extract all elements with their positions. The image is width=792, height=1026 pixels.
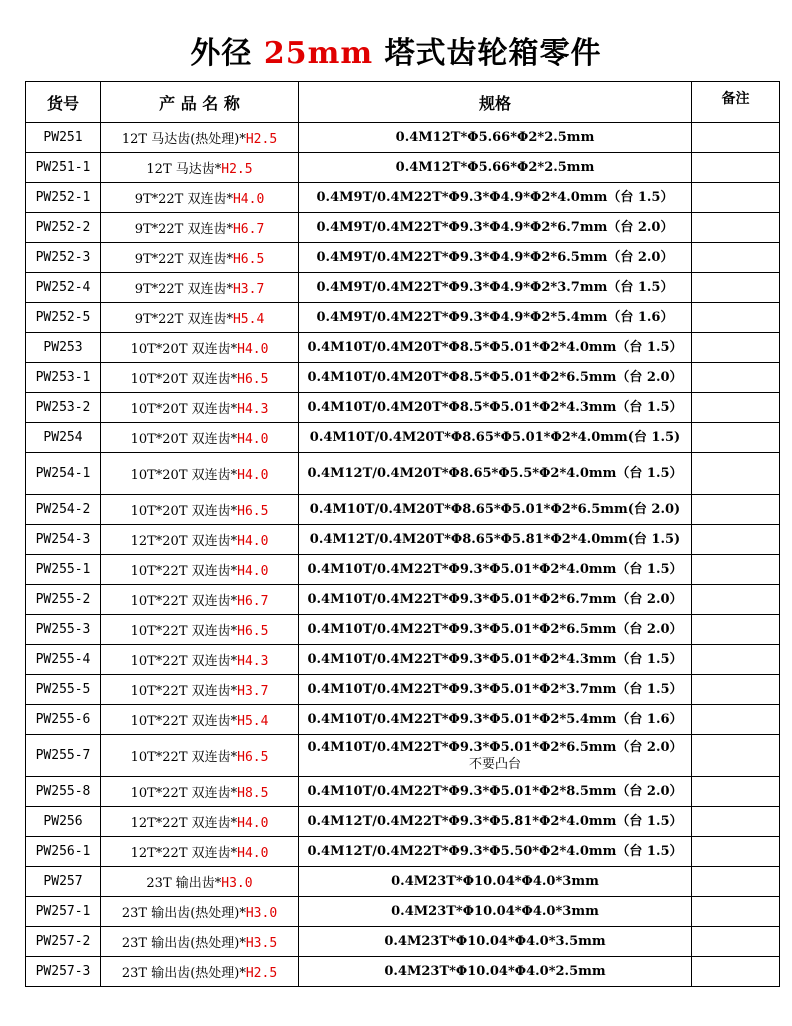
cell-remark	[692, 243, 780, 273]
header-spec: 规格	[299, 82, 692, 123]
cell-remark	[692, 183, 780, 213]
cell-remark	[692, 303, 780, 333]
height-value: H2.5	[221, 162, 253, 177]
cell-product-name	[101, 645, 299, 675]
cell-code: PW253-2	[26, 393, 101, 423]
spec-text: 0.4M12T/0.4M20T*Φ8.65*Φ5.5*Φ2*4.0mm（台 1.5）	[307, 466, 683, 481]
product-name-text: 12T*22T 双连齿*	[130, 846, 238, 861]
height-value: H6.7	[237, 594, 269, 609]
table-row	[26, 393, 780, 423]
cell-spec	[299, 123, 692, 153]
cell-remark	[692, 495, 780, 525]
cell-spec	[299, 897, 692, 927]
title-prefix: 外径	[190, 36, 253, 71]
cell-code: PW255-8	[26, 777, 101, 807]
cell-product-name	[101, 495, 299, 525]
table-row	[26, 897, 780, 927]
cell-remark	[692, 123, 780, 153]
cell-product-name	[101, 243, 299, 273]
cell-spec	[299, 393, 692, 423]
cell-product-name	[101, 333, 299, 363]
height-value: H4.3	[237, 402, 269, 417]
cell-spec	[299, 303, 692, 333]
cell-remark	[692, 897, 780, 927]
spec-note: 不要凸台	[468, 756, 521, 772]
height-value: H3.0	[221, 876, 253, 891]
cell-code: PW257-3	[26, 957, 101, 987]
height-value: H5.4	[237, 714, 269, 729]
table-row	[26, 957, 780, 987]
height-value: H3.7	[237, 684, 269, 699]
cell-remark	[692, 555, 780, 585]
product-name-text: 12T*22T 双连齿*	[130, 816, 238, 831]
cell-product-name	[101, 393, 299, 423]
product-name-text: 12T*20T 双连齿*	[130, 534, 238, 549]
cell-product-name	[101, 897, 299, 927]
height-value: H4.3	[237, 654, 269, 669]
cell-remark	[692, 777, 780, 807]
product-name-text: 23T 输出齿(热处理)*	[121, 936, 246, 951]
cell-spec	[299, 453, 692, 495]
cell-spec	[299, 363, 692, 393]
cell-code: PW255-1	[26, 555, 101, 585]
spec-text: 0.4M12T/0.4M22T*Φ9.3*Φ5.81*Φ2*4.0mm（台 1.5）	[307, 814, 683, 829]
spec-text: 0.4M10T/0.4M20T*Φ8.5*Φ5.01*Φ2*6.5mm（台 2.0）	[307, 370, 683, 385]
cell-product-name	[101, 273, 299, 303]
table-row	[26, 243, 780, 273]
product-name-text: 10T*20T 双连齿*	[130, 432, 238, 447]
cell-spec	[299, 927, 692, 957]
product-name-text: 9T*22T 双连齿*	[134, 222, 233, 237]
spec-text: 0.4M10T/0.4M20T*Φ8.5*Φ5.01*Φ2*4.0mm（台 1.5）	[307, 340, 683, 355]
cell-code: PW252-4	[26, 273, 101, 303]
cell-spec	[299, 243, 692, 273]
cell-remark	[692, 525, 780, 555]
cell-remark	[692, 705, 780, 735]
spec-text: 0.4M9T/0.4M22T*Φ9.3*Φ4.9*Φ2*6.7mm（台 2.0）	[316, 220, 674, 235]
cell-spec	[299, 273, 692, 303]
product-name-text: 10T*20T 双连齿*	[130, 342, 238, 357]
cell-code: PW254-1	[26, 453, 101, 495]
cell-product-name	[101, 735, 299, 777]
cell-code: PW257	[26, 867, 101, 897]
spec-text: 0.4M23T*Φ10.04*Φ4.0*3.5mm	[384, 934, 606, 949]
spec-text: 0.4M9T/0.4M22T*Φ9.3*Φ4.9*Φ2*6.5mm（台 2.0）	[316, 250, 674, 265]
cell-product-name	[101, 807, 299, 837]
product-name-text: 9T*22T 双连齿*	[134, 312, 233, 327]
cell-remark	[692, 837, 780, 867]
cell-product-name	[101, 183, 299, 213]
spec-text: 0.4M23T*Φ10.04*Φ4.0*3mm	[391, 874, 599, 889]
cell-code: PW255-4	[26, 645, 101, 675]
cell-remark	[692, 867, 780, 897]
cell-remark	[692, 423, 780, 453]
spec-text: 0.4M10T/0.4M22T*Φ9.3*Φ5.01*Φ2*4.3mm（台 1.5）	[307, 652, 683, 667]
title-suffix: 塔式齿轮箱零件	[384, 36, 602, 71]
table-row	[26, 525, 780, 555]
product-name-text: 10T*20T 双连齿*	[130, 402, 238, 417]
cell-product-name	[101, 927, 299, 957]
table-row	[26, 645, 780, 675]
cell-product-name	[101, 555, 299, 585]
spec-text: 0.4M9T/0.4M22T*Φ9.3*Φ4.9*Φ2*4.0mm（台 1.5）	[316, 190, 674, 205]
product-name-text: 10T*20T 双连齿*	[130, 468, 238, 483]
height-value: H4.0	[237, 342, 269, 357]
table-row	[26, 423, 780, 453]
cell-remark	[692, 615, 780, 645]
table-row	[26, 807, 780, 837]
cell-code: PW256	[26, 807, 101, 837]
table-row	[26, 153, 780, 183]
cell-product-name	[101, 213, 299, 243]
height-value: H4.0	[237, 846, 269, 861]
parts-table	[25, 81, 780, 987]
height-value: H5.4	[232, 312, 265, 327]
cell-remark	[692, 453, 780, 495]
cell-code: PW252-2	[26, 213, 101, 243]
cell-remark	[692, 153, 780, 183]
spec-text: 0.4M10T/0.4M22T*Φ9.3*Φ5.01*Φ2*8.5mm（台 2.0）	[307, 784, 683, 799]
cell-remark	[692, 273, 780, 303]
cell-product-name	[101, 837, 299, 867]
product-name-text: 23T 输出齿(热处理)*	[121, 966, 246, 981]
cell-product-name	[101, 867, 299, 897]
table-row	[26, 453, 780, 495]
cell-product-name	[101, 777, 299, 807]
product-name-text: 23T 输出齿*	[146, 876, 222, 891]
product-name-text: 10T*20T 双连齿*	[130, 504, 238, 519]
spec-text: 0.4M9T/0.4M22T*Φ9.3*Φ4.9*Φ2*3.7mm（台 1.5）	[316, 280, 674, 295]
spec-text: 0.4M12T*Φ5.66*Φ2*2.5mm	[395, 130, 595, 145]
height-value: H4.0	[237, 468, 269, 483]
table-row	[26, 303, 780, 333]
table-row	[26, 777, 780, 807]
cell-code: PW252-1	[26, 183, 101, 213]
product-name-text: 10T*22T 双连齿*	[130, 564, 238, 579]
height-value: H6.5	[232, 252, 265, 267]
cell-code: PW257-2	[26, 927, 101, 957]
table-row	[26, 867, 780, 897]
cell-code: PW255-6	[26, 705, 101, 735]
spec-text: 0.4M10T/0.4M22T*Φ9.3*Φ5.01*Φ2*6.5mm（台 2.0）	[307, 739, 683, 755]
cell-code: PW253	[26, 333, 101, 363]
cell-code: PW255-2	[26, 585, 101, 615]
table-row	[26, 213, 780, 243]
product-name-text: 10T*20T 双连齿*	[130, 372, 238, 387]
product-name-text: 9T*22T 双连齿*	[134, 252, 233, 267]
spec-text: 0.4M9T/0.4M22T*Φ9.3*Φ4.9*Φ2*5.4mm（台 1.6）	[316, 310, 674, 325]
height-value: H2.5	[245, 966, 278, 981]
cell-code: PW254	[26, 423, 101, 453]
product-name-text: 23T 输出齿(热处理)*	[121, 906, 246, 921]
cell-product-name	[101, 363, 299, 393]
cell-remark	[692, 927, 780, 957]
cell-product-name	[101, 525, 299, 555]
cell-product-name	[101, 423, 299, 453]
spec-text: 0.4M10T/0.4M20T*Φ8.65*Φ5.01*Φ2*6.5mm(台 2.0)	[309, 502, 681, 517]
cell-spec	[299, 957, 692, 987]
height-value: H3.5	[245, 936, 278, 951]
cell-code: PW252-5	[26, 303, 101, 333]
height-value: H4.0	[232, 192, 265, 207]
cell-remark	[692, 363, 780, 393]
cell-remark	[692, 957, 780, 987]
table-row	[26, 333, 780, 363]
page-title	[0, 28, 792, 72]
table-body	[26, 123, 780, 987]
table-row	[26, 837, 780, 867]
cell-spec	[299, 423, 692, 453]
height-value: H6.5	[237, 504, 269, 519]
cell-spec	[299, 735, 692, 777]
spec-text: 0.4M10T/0.4M22T*Φ9.3*Φ5.01*Φ2*5.4mm（台 1.6）	[307, 712, 683, 727]
product-name-text: 10T*22T 双连齿*	[130, 684, 238, 699]
spec-text: 0.4M23T*Φ10.04*Φ4.0*2.5mm	[384, 964, 606, 979]
product-name-text: 10T*22T 双连齿*	[130, 654, 238, 669]
cell-spec	[299, 867, 692, 897]
spec-text: 0.4M12T/0.4M22T*Φ9.3*Φ5.50*Φ2*4.0mm（台 1.5）	[307, 844, 683, 859]
table-row	[26, 675, 780, 705]
cell-spec	[299, 495, 692, 525]
cell-remark	[692, 735, 780, 777]
cell-product-name	[101, 615, 299, 645]
cell-spec	[299, 675, 692, 705]
header-code: 货号	[26, 82, 101, 123]
product-name-text: 12T 马达齿*	[146, 162, 222, 177]
cell-product-name	[101, 153, 299, 183]
cell-code: PW255-5	[26, 675, 101, 705]
height-value: H6.5	[237, 372, 269, 387]
table-row	[26, 927, 780, 957]
cell-code: PW251	[26, 123, 101, 153]
spec-text: 0.4M10T/0.4M22T*Φ9.3*Φ5.01*Φ2*6.7mm（台 2.0）	[307, 592, 683, 607]
cell-spec	[299, 615, 692, 645]
spec-text: 0.4M10T/0.4M22T*Φ9.3*Φ5.01*Φ2*3.7mm（台 1.5）	[307, 682, 683, 697]
table-row	[26, 705, 780, 735]
spec-text: 0.4M12T/0.4M20T*Φ8.65*Φ5.81*Φ2*4.0mm(台 1.5)	[309, 532, 681, 547]
table-row	[26, 555, 780, 585]
table-row	[26, 735, 780, 777]
spec-text: 0.4M12T*Φ5.66*Φ2*2.5mm	[395, 160, 595, 175]
product-name-text: 10T*22T 双连齿*	[130, 786, 238, 801]
header-row	[26, 82, 780, 123]
cell-spec	[299, 645, 692, 675]
product-name-text: 10T*22T 双连齿*	[130, 594, 238, 609]
cell-code: PW252-3	[26, 243, 101, 273]
height-value: H4.0	[237, 432, 269, 447]
cell-spec	[299, 705, 692, 735]
height-value: H6.5	[237, 624, 269, 639]
cell-remark	[692, 675, 780, 705]
cell-product-name	[101, 675, 299, 705]
spec-text: 0.4M23T*Φ10.04*Φ4.0*3mm	[391, 904, 599, 919]
cell-code: PW251-1	[26, 153, 101, 183]
height-value: H2.5	[245, 132, 278, 147]
product-name-text: 10T*22T 双连齿*	[130, 714, 238, 729]
cell-spec	[299, 777, 692, 807]
spec-text: 0.4M10T/0.4M22T*Φ9.3*Φ5.01*Φ2*4.0mm（台 1.5）	[307, 562, 683, 577]
cell-code: PW255-7	[26, 735, 101, 777]
table-row	[26, 363, 780, 393]
spec-text: 0.4M10T/0.4M20T*Φ8.5*Φ5.01*Φ2*4.3mm（台 1.5）	[307, 400, 683, 415]
cell-code: PW253-1	[26, 363, 101, 393]
spec-text: 0.4M10T/0.4M22T*Φ9.3*Φ5.01*Φ2*6.5mm（台 2.0）	[307, 622, 683, 637]
table-row	[26, 495, 780, 525]
cell-code: PW254-2	[26, 495, 101, 525]
height-value: H3.7	[232, 282, 265, 297]
table-row	[26, 183, 780, 213]
cell-product-name	[101, 453, 299, 495]
cell-product-name	[101, 957, 299, 987]
cell-remark	[692, 807, 780, 837]
title-highlight: 25mm	[263, 36, 374, 71]
product-name-text: 10T*22T 双连齿*	[130, 750, 238, 765]
cell-product-name	[101, 585, 299, 615]
header-remark: 备注	[692, 82, 780, 123]
cell-product-name	[101, 705, 299, 735]
table-row	[26, 615, 780, 645]
table-row	[26, 123, 780, 153]
cell-spec	[299, 837, 692, 867]
cell-spec	[299, 153, 692, 183]
cell-code: PW255-3	[26, 615, 101, 645]
height-value: H4.0	[237, 534, 269, 549]
cell-remark	[692, 213, 780, 243]
cell-spec	[299, 555, 692, 585]
height-value: H4.0	[237, 564, 269, 579]
spec-text: 0.4M10T/0.4M20T*Φ8.65*Φ5.01*Φ2*4.0mm(台 1.5)	[309, 430, 681, 445]
cell-code: PW256-1	[26, 837, 101, 867]
cell-product-name	[101, 123, 299, 153]
product-name-text: 10T*22T 双连齿*	[130, 624, 238, 639]
height-value: H4.0	[237, 816, 269, 831]
cell-product-name	[101, 303, 299, 333]
height-value: H8.5	[237, 786, 269, 801]
cell-code: PW257-1	[26, 897, 101, 927]
header-name: 产 品 名 称	[101, 82, 299, 123]
cell-spec	[299, 585, 692, 615]
table-row	[26, 585, 780, 615]
height-value: H6.5	[237, 750, 269, 765]
product-name-text: 9T*22T 双连齿*	[134, 192, 233, 207]
product-name-text: 9T*22T 双连齿*	[134, 282, 233, 297]
cell-spec	[299, 183, 692, 213]
cell-remark	[692, 333, 780, 363]
table-row	[26, 273, 780, 303]
height-value: H3.0	[245, 906, 278, 921]
cell-spec	[299, 333, 692, 363]
height-value: H6.7	[232, 222, 265, 237]
cell-spec	[299, 525, 692, 555]
product-name-text: 12T 马达齿(热处理)*	[121, 132, 246, 147]
cell-code: PW254-3	[26, 525, 101, 555]
cell-remark	[692, 585, 780, 615]
cell-spec	[299, 807, 692, 837]
cell-spec	[299, 213, 692, 243]
cell-remark	[692, 645, 780, 675]
cell-remark	[692, 393, 780, 423]
